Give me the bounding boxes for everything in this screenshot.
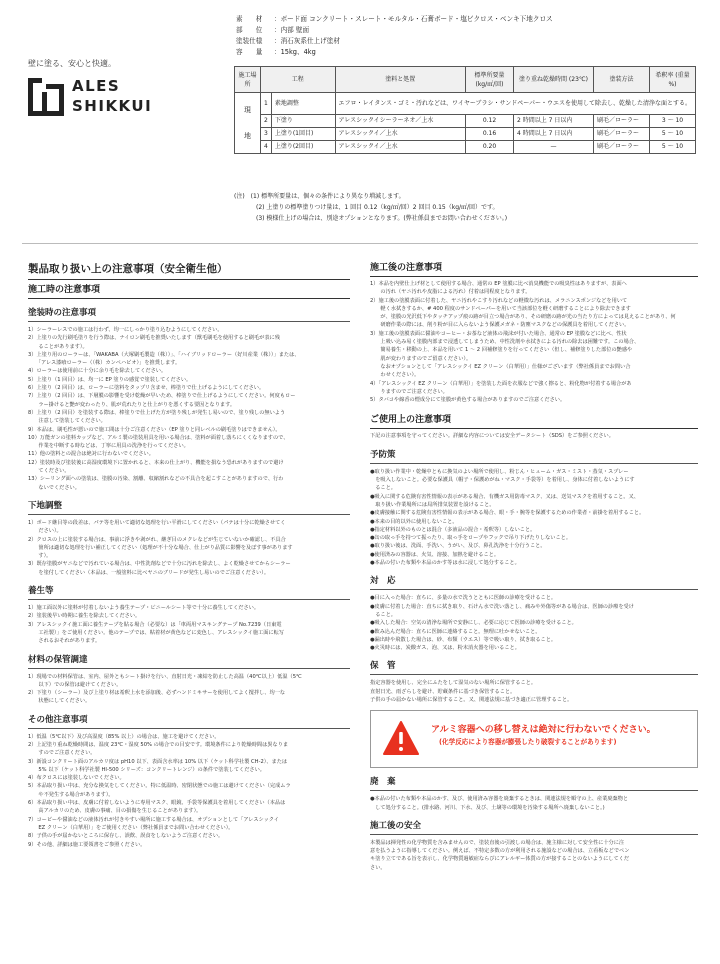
prep-notes-list	[28, 519, 350, 577]
list-item: ること。	[370, 485, 396, 492]
list-item: ●飲み込んだ場合：直ちに医師に連絡すること。無理に吐かせないこと。	[370, 628, 541, 635]
list-item: 上吸い込み易く塗膜内部まで浸透してしまうため、中性洗剤や水拭きによる汚れの除去は困難です。この場合、	[370, 339, 640, 346]
list-item: 4）布クロスには塗装しないでください。	[28, 775, 125, 782]
list-item: ●使用済みの容器は、火気、溶接、加熱を避けること。	[370, 551, 500, 558]
storage-list	[370, 679, 698, 704]
main-title: 製品取り扱い上の注意事項（安全衛生他）	[28, 262, 350, 280]
list-item: 2）上塗りの先行刷毛塗りを行う際は、ナイロン刷毛を推奨いたします（獣毛刷毛を使用すると刷毛が表に残	[28, 335, 280, 342]
list-item: 8）上塗り（2 回目）を塗装する際は、棒塗りで仕上げた方が塗り残しが発生し易いので、塗り残しの無いよう	[28, 409, 286, 416]
subsection-title: 施工後の安全	[370, 820, 698, 835]
col-header-site: 施工場所	[235, 67, 261, 93]
note: (3) 模様仕上げの場合は、別途オプションとなります。(弊社係員までお問い合わせください。)	[256, 215, 508, 222]
method-cell: 刷毛／ローラー	[594, 115, 650, 128]
left-column	[28, 262, 350, 849]
list-item: EZ クリーン（白華用）」をご使用ください（弊社係員までお問い合わせください）。	[28, 824, 234, 831]
list-item: 指定容器を使用し、完全にふたをして湿気のない場所に保管すること。	[370, 680, 537, 687]
spec-row	[236, 47, 696, 58]
warning-main-text: アルミ容器への移し替えは絶対に行わないでください。	[431, 725, 656, 736]
col-header-amount: 標準所要量 (kg/㎡/回)	[466, 67, 514, 93]
table-row	[235, 141, 696, 154]
brand-logo	[28, 76, 193, 124]
list-item: 12）塗装時及び塗装後に高湿度環境下に置かれると、本来の仕上がり、機能を損なう恐れがありますので避け	[28, 459, 284, 466]
process-cell: 下塗り	[271, 115, 335, 128]
list-item: 3）既存塗膜がヤニなどで汚れている場合は、中性洗剤などで十分に汚れを除去し、よく乾燥させてからシーラー	[28, 561, 291, 568]
list-item: 研磨作業の際には、削り粉が目に入らないよう保護メガネ・防塵マスクなどの保護具を着用してください。	[370, 322, 630, 329]
amount-cell: 0.20	[466, 141, 514, 154]
col-header-dry-time: 塗り重ね乾燥時間 (23℃)	[514, 67, 594, 93]
list-item: 5）上塗り（1 回目）は、均一に EP 塗りの感覚で塗装してください。	[28, 376, 192, 383]
list-item: 9）その他、詳細は施工要領書をご参照ください。	[28, 841, 146, 848]
step-number: 1	[261, 93, 272, 115]
spec-value: ：15kg、4kg	[274, 48, 316, 56]
list-item: 2）施工後の塗膜表面に付着した、ヤニ汚れやこすり汚れなどの軽微な汚れは、メラニンスポンジなどを用いて	[370, 297, 628, 304]
site-label: 現	[244, 106, 251, 114]
safety-list	[370, 839, 698, 872]
list-item: 2）上記塗り重ね乾燥時間は、温度 23℃・湿度 50% の場合での目安です。環境条件により乾燥時間は異なりま	[28, 741, 289, 748]
list-item: ●取り扱い作業中・乾燥中ともに換気のよい場所で使用し、粉じん・ヒューム・ガス・ミスト・蒸気・スプレー	[370, 468, 629, 475]
list-item: 高アルカリのため、皮膚の事痛、目の損傷を生じることがあります）。	[28, 808, 202, 815]
aluminium-warning-box	[370, 710, 698, 768]
list-item: 工社製）」をご使用ください。他のテープでは、粘着材が黄色などに変色し、アレスシックイ施工面に転写	[28, 629, 284, 636]
dilution-cell: 5 ～ 10	[650, 141, 696, 154]
process-cell: 素地調整	[271, 93, 335, 115]
list-item: ●缶の取っ手を持つて振ったり、取っ手をロープやフックで吊り下げたりしないこと。	[370, 535, 572, 542]
process-cell: 上塗り(2回目)	[271, 141, 335, 154]
list-item: 3）上塗り用のローラーは、「WAKABA（大塚刷毛製造（株））」、「ハイブリッドローラー（好川産業（株））」または、	[28, 351, 300, 358]
ales-logo-icon	[28, 78, 64, 116]
list-item: 取り扱い作業場所には局所排気装置を設けること。	[370, 501, 495, 508]
material-cell: アレスシックイ／上水	[335, 141, 466, 154]
list-item: 7）コーピーや醤油などの液体汚れが付きやすい場所に施工する場合は、オプションとして「アレスシックイ	[28, 816, 279, 823]
dry-cell: 2 時間以上 7 日以内	[514, 115, 594, 128]
section-title: 施工時の注意事項	[28, 284, 350, 299]
right-column	[370, 262, 698, 872]
process-cell: 上塗り(1回目)	[271, 128, 335, 141]
list-item: 2）クロスの上に塗装する場合は、事前に浮きや剥がれ、継ぎ目のメクレなどが生じていないか確認し、不具合	[28, 536, 286, 543]
list-item: 9）本品は、刷毛性が悪いので施工間は十分ご注意ください（EP 塗りと同レベルの刷毛塗りはできません）。	[28, 426, 281, 433]
list-item: すのでご注意ください。	[28, 750, 96, 757]
list-item: 「アレス漆喰ローラー（（株）カンペハピオ）」を推奨します。	[28, 360, 181, 367]
table-notes	[234, 191, 696, 224]
list-item: ないでください。	[28, 484, 80, 491]
subsection-title: その他注意事項	[28, 714, 350, 729]
brand-name-line1: ALES	[72, 77, 121, 95]
list-item: を吸入しないこと。必要な保護具（帽子・保護めがね・マスク・手袋等）を着用し、身体に付着しないようにす	[370, 477, 635, 484]
list-item: ●本品の付いた布類や本品のかす、及び、使用済み容器を廃棄するときは、関連法規を順守の上、産業廃棄物と	[370, 796, 629, 803]
list-item: 4）「アレスシックイ EZ クリーン（白華用）」を塗装した面を衣服などで強く擦ると、粉化物が付着する場合があ	[370, 380, 632, 387]
material-cell: エフロ・レイタンス・ゴミ・汚れなどは、ワイヤーブラシ・サンドペーパー・ウエスを使用して除去し、乾燥した清浄な面とする。	[335, 93, 696, 115]
method-cell: 刷毛／ローラー	[594, 141, 650, 154]
list-item: 1）施工面以外に塗料が付着しないよう養生テープ・ビニールシート等で十分に養生してください。	[28, 605, 260, 612]
list-item: ることがあります）。	[28, 343, 88, 350]
list-item: 5% 以下（ケット科学社製 HI-500 シリーズ：コンクリートレンジ）の条件で塗装してください。	[28, 766, 265, 773]
list-item: 3）アレスシックイ施工面に養生テープを貼る場合（必要な）は「車両用マスキングテープ No.7239（日東電	[28, 621, 282, 628]
material-cell: アレスシックイシーラーネオ／上水	[335, 115, 466, 128]
method-cell: 刷毛／ローラー	[594, 128, 650, 141]
spec-value: ：ボード面 コンクリート・スレート・モルタル・石膏ボード・塩ビクロス・ベンキ下地クロス	[274, 15, 553, 23]
list-item: ラー掛けると艶が変わったり、肌が荒れたりと仕上がりを悪くする要因となります。	[28, 401, 236, 408]
list-item: 2）塗装後早い時期に養生を除去してください。	[28, 613, 141, 620]
col-header-material: 塗料と処置	[335, 67, 466, 93]
list-item: なおオプションとして「アレスシックイ EZ クリーン（白華用）」仕様がございます（弊社係員までお問い合	[370, 363, 631, 370]
brand-name	[72, 76, 152, 116]
list-item: す）。	[28, 553, 52, 560]
list-item: 4）ローラーは使用前に十分に余り毛を除去してください。	[28, 368, 167, 375]
warning-sub-text: (化学反応により容器が膨張したり破裂することがあります)	[439, 738, 617, 747]
list-item: 状態にしてください。	[28, 698, 91, 705]
list-item: 1）本品を内壁仕上げ材として使用する場合、通常の EP 塗膜に比べ消臭機能での吸臭性はありますが、表面へ	[370, 281, 627, 287]
curing-notes-list	[28, 604, 350, 645]
list-item: 8）子供の手が届かないところに保存し、誤飲、誤食をしないようご注意ください。	[28, 833, 224, 840]
list-item: 1）現場での材料保管は、室内、屋外ともシート掛けを行い、直射日光・凍結を防止した高温（40℃以上）低温（5℃	[28, 673, 302, 680]
list-item: キ塗り立てである旨を表示し、化学物質過敏症ならびにアレルギー体質の方が接することのないようにしてくだ	[370, 856, 630, 863]
list-item: 1）低温（5℃以下）及び高湿度（85% 以上）の場合は、施工を避けてください。	[28, 733, 220, 740]
list-item: 6）本品取り扱い中は、皮膚に付着しないように専用マスク、眼鏡、手袋等保護具を着用してください（本品は	[28, 800, 286, 807]
site-label: 地	[244, 132, 251, 140]
list-item: されるおそれがあります。	[28, 638, 101, 645]
section-title: ご使用上の注意事項	[370, 414, 698, 429]
list-item: ●吸入に関する危険有害性情報の表示がある場合、有機ガス用防毒マスク、又は、送気マスクを着用すること。又、	[370, 493, 639, 500]
spec-list	[236, 14, 696, 58]
list-item: 子供の手の届かない場所に保管すること。又、関連法規に基づき適正に管理すること。	[370, 696, 573, 703]
list-item: 2）下塗り（シーラー）及び上塗り材は希釈上水を添加後、必ずハンドミキサーを使用してよく撹拌し、均一な	[28, 690, 286, 697]
subsection-title: 保 管	[370, 660, 698, 675]
painting-notes-list	[28, 326, 350, 492]
list-item: ●取り扱い後は、洗面、手洗い、うがい、及び、鼻孔洗浄を十分行うこと。	[370, 543, 546, 550]
site-cell	[235, 93, 261, 154]
list-item: ●火災時には、炭酸ガス、泡、又は、粉末消火器を用いること。	[370, 645, 520, 652]
list-item: 以下）での保管は避けてください。	[28, 681, 122, 688]
amount-cell: 0.12	[466, 115, 514, 128]
col-header-method: 塗装方法	[594, 67, 650, 93]
list-item: ること。	[370, 611, 396, 618]
after-notes-list	[370, 280, 698, 404]
table-row	[235, 93, 696, 115]
list-item: 作業を中断する時などは、丁寧に用具の洗浄を行ってください。	[28, 443, 189, 450]
spec-row	[236, 25, 696, 36]
list-item: 本製品は揮発性の化学物質を含みませんので、塗装直後の引渡しの場合は、施主様に対して安全性に十分に注	[370, 839, 625, 846]
list-item: 1）シーラーレスでの施工は行わず、均一にしっかり塗り込むようにしてください。	[28, 327, 223, 333]
spec-key: 容 量	[236, 48, 263, 56]
prevent-list	[370, 468, 698, 568]
spec-row	[236, 14, 696, 25]
subsection-title: 材料の保管調達	[28, 654, 350, 669]
list-item: 3）施工後の塗膜表面に醤油やコーヒー・お茶など液体の飛沫が付いた場合、通常の EP 塗膜などに比べ、性状	[370, 330, 627, 337]
list-item: ●目に入った場合：直ちに、多量の水で洗うとともに医師の診療を受けること。	[370, 595, 557, 602]
list-item: 意を払うように指導してください。例えば、不特定多数の方が利用される施設などの場合は、立看板などでペン	[370, 848, 630, 855]
subsection-title: 塗装時の注意事項	[28, 307, 350, 322]
list-item: 箇所は適切な処理を行い補正してください（処理が不十分な場合、仕上がり品質に影響を及ぼす事があります	[28, 544, 293, 551]
spec-key: 素 材	[236, 15, 263, 23]
list-item: 肌が変わりますのでご留意ください）。	[370, 355, 472, 362]
list-item: さい。	[370, 864, 386, 871]
note: (2) 上塗りの標準塗りつけ量は、1 回目 0.12（kg/㎡/回）2 回目 0.15（kg/㎡/回）です。	[256, 204, 499, 211]
list-item: して処分すること。(排水路、河川、下水、及び、土壌等の環境を汚染する場所へ廃棄しないこと。)	[370, 804, 605, 811]
step-number: 2	[261, 115, 272, 128]
subsection-title: 廃 棄	[370, 776, 698, 791]
divider	[22, 243, 698, 244]
spec-row	[236, 36, 696, 47]
list-item: てください。	[28, 468, 70, 475]
step-number: 3	[261, 128, 272, 141]
list-item: りますのでご注意ください。	[370, 388, 448, 395]
usage-intro: 下記の注意事項を守ってください。詳細な内容については安全データシート（SDS）をご参照ください。	[370, 433, 614, 440]
list-item: 6）上塗り（2 回目）は、ローラーに塗料をタップリ含ませ、棒塗りで仕上げるようにしてください。	[28, 385, 265, 392]
list-item: 5）タバコや線香の煙成分にて塗膜が黄色する場合がありますのでご注意ください。	[370, 397, 566, 404]
list-item: や不発生する場合があります）。	[28, 791, 114, 798]
amount-cell: 0.16	[466, 128, 514, 141]
material-cell: アレスシックイ／上水	[335, 128, 466, 141]
spec-value: ：内部 壁面	[274, 26, 310, 34]
list-item: 1）ボード継目等の段差は、パテ等を用いて適切な処理を行い平滑にしてください（パテは十分に乾燥させてく	[28, 519, 286, 526]
list-item: ●皮膚に付着した場合：直ちに拭き取り、石けん水で洗い落とし、痛みや外傷等がある場合は、医師の診療を受け	[370, 603, 634, 610]
list-item: 簡易養生・移動の上、本品を用いて 1 ～ 2 回補修塗りを行ってください（但し、補修塗りした部位の艶感や	[370, 347, 633, 354]
spec-key: 塗装仕様	[236, 37, 263, 45]
col-header-process: 工程	[261, 67, 336, 93]
section-title: 施工後の注意事項	[370, 262, 698, 277]
list-item: ●指定材料以外のものとは混合（多液品の混合・希釈等）しないこと。	[370, 526, 536, 533]
spec-value: ：消石灰系仕上げ塗材	[274, 37, 340, 45]
note: (注) (1) 標準所要量は、個々の条件により異なり増減します。	[234, 193, 405, 200]
list-item: ●吸入した場合：空気の清浄な場所で安静にし、必要に応じて医師の診療を受けること。	[370, 620, 577, 627]
brand-name-line2: SHIKKUI	[72, 97, 153, 115]
list-item: 11）他の塗料との混合は絶対に行わないでください。	[28, 451, 154, 458]
dilution-cell: 3 ～ 10	[650, 115, 696, 128]
list-item: の汚れ（ヤニ汚れや皮脂による汚れ）付着は同程度となります。	[370, 289, 531, 296]
storage-notes-list	[28, 673, 350, 706]
subsection-title: 対 応	[370, 575, 698, 590]
list-item: ●本来の目的以外に使用しないこと。	[370, 518, 458, 525]
list-item: わせください）。	[370, 372, 420, 379]
list-item: ●本品の付いた布類や本品のかす等は水に浸して処分すること。	[370, 560, 520, 567]
list-item: 注意して塗装してください。	[28, 418, 106, 425]
brand-tagline: 壁に塗る、安心と快適。	[28, 59, 116, 68]
list-item: 軽く水拭きするか、# 400 程度のサンドペーパーを用いて当該部位を軽く研磨することにより除去できます	[370, 305, 631, 312]
list-item: を塗付してください（本品は、一般塗料に比べヤニのブリードが発生し易いのでご注意ください）。	[28, 569, 270, 576]
table-row	[235, 115, 696, 128]
list-item: ●漏出時や飛散した場合は、砂、布類（ウエス）等で吸い取り、拭き取ること。	[370, 636, 557, 643]
disposal-list	[370, 795, 698, 812]
list-item: 7）上塗り（2 回目）は、下層膜の影響を受け乾燥が早いため、棒塗りで仕上げるようにしてください。何度もロー	[28, 393, 296, 400]
dry-cell: 4 時間以上 7 日以内	[514, 128, 594, 141]
response-list	[370, 594, 698, 652]
col-header-dilution: 希釈率 (重量 %)	[650, 67, 696, 93]
list-item: が、塗膜の光沢低下やタッチアップ痕の跡が目立つ場合があり、その研磨の跡が光の当たり方によっては見えることがあり、何	[370, 314, 676, 321]
warning-triangle-icon	[383, 721, 419, 755]
step-number: 4	[261, 141, 272, 154]
list-item: ●皮膚接触に関する危険有害性情報の表示がある場合、眼・手・腕等を保護するための作業者・前掛を着用すること。	[370, 510, 645, 517]
subsection-title: 養生等	[28, 585, 350, 600]
subsection-title: 下地調整	[28, 500, 350, 515]
list-item: 13）シーリング面への塗装は、塗膜の汚染、割離、収縮割れなどの不具合を起こすことがありますので、行わ	[28, 476, 284, 483]
list-item: 3）新設コンクリート面のアルカリ度は pH10 以下、表面含水率は 10% 以下（ケット科学社製 CH-2）、または	[28, 758, 288, 765]
subsection-title: 予防策	[370, 449, 698, 464]
table-row	[235, 128, 696, 141]
list-item: ださい）。	[28, 528, 62, 535]
spec-key: 部 位	[236, 26, 263, 34]
table-header-row	[235, 67, 696, 93]
other-notes-list	[28, 733, 350, 849]
paint-process-table	[234, 66, 696, 154]
dilution-cell: 5 ～ 10	[650, 128, 696, 141]
list-item: 10）万能ガンの塗料カップなど、アルミ製の塗装用具を用いる場合は、塗料が面着し落ちにくくなりますので、	[28, 434, 289, 441]
dry-cell: —	[514, 141, 594, 154]
list-item: 5）本品取り扱い中は、充分な換気をしてください。特に低温時、密閉状態での施工は避けてください（完成ムラ	[28, 783, 291, 790]
list-item: 直射日光、雨ざらしを避け、貯蔵条件に基づき保管すること。	[370, 688, 516, 695]
